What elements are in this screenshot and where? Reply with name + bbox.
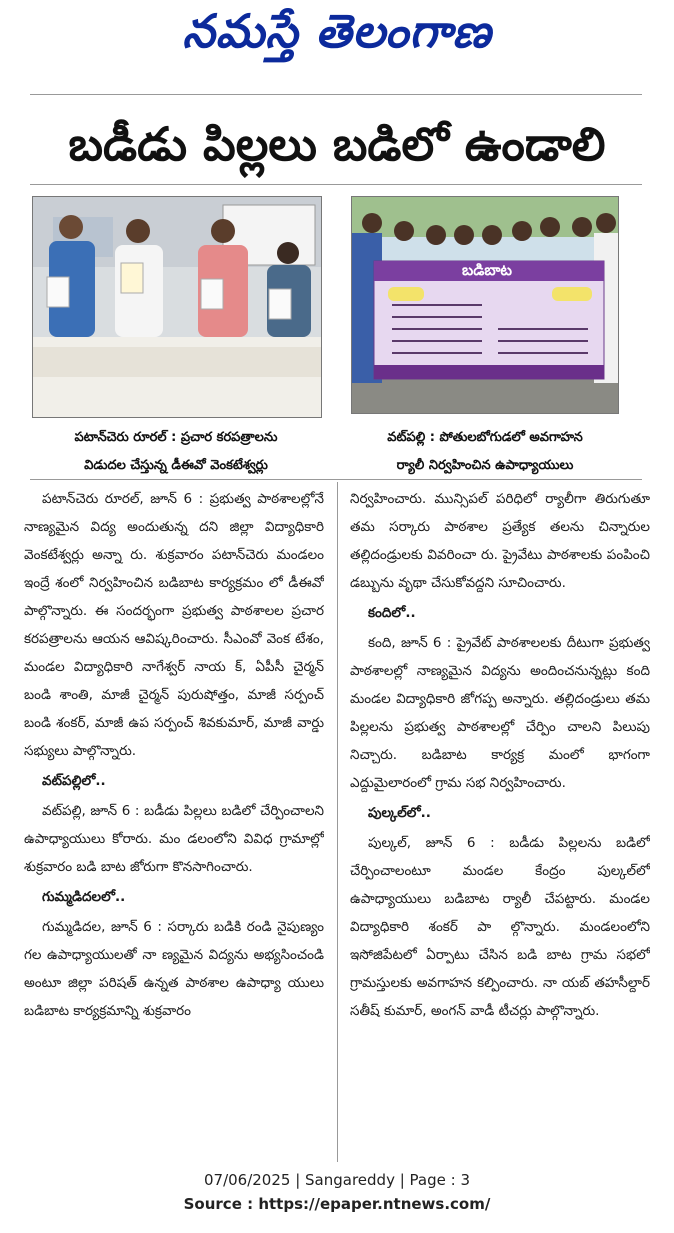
article-paragraph: వట్‌పల్లి, జూన్ 6 : బడీడు పిల్లలు బడిలో చేర్పించాలని ఉపాధ్యాయులు కోరారు. మం డలంలోని వివిధ గ్రామాల్లో శుక్రవారం బడి బాట జోరుగా కొనసాగించారు. <box>24 803 324 875</box>
headline-rule <box>30 184 642 185</box>
photo-right <box>351 196 619 414</box>
subheading: కందిలో.. <box>368 605 416 621</box>
masthead-rule <box>30 94 642 95</box>
headline: బడీడు పిల్లలు బడిలో ఉండాలి <box>68 117 606 171</box>
caption-line: వట్‌పల్లి : పోతులబోగుడలో అవగాహన <box>387 430 583 445</box>
subheading: గుమ్మడిదలలో.. <box>42 889 126 905</box>
masthead <box>0 0 674 92</box>
article-paragraph: కంది, జూన్ 6 : ప్రైవేట్ పాఠశాలలకు దీటుగా ప్రభుత్వ పాఠశాలల్లో నాణ్యమైన విద్యను అందించనున్నట్లు కంది మండల విద్యాధికారి జోగప్ప అన్నారు. తల్లిదండ్రులు తమ పిల్లలను ప్రభుత్వ పాఠశాలల్లో చేర్పిం చాలని పిలుపు నిచ్చారు. బడిబాట కార్యక్ర మంలో భాగంగా ఎద్దుమైలారంలో గ్రామ సభ నిర్వహించారు. <box>350 635 650 791</box>
photo-left-caption <box>30 424 322 480</box>
footer-source-line: Source : https://epaper.ntnews.com/ <box>183 1195 491 1213</box>
page-footer <box>0 1168 674 1216</box>
subheading: వట్‌పల్లిలో.. <box>42 773 106 789</box>
article-column-right <box>350 485 650 1145</box>
caption-line: ర్యాలీ నిర్వహించిన ఉపాధ్యాయులు <box>396 458 574 473</box>
column-divider <box>337 482 338 1162</box>
banner-text: బడిబాట <box>461 261 512 279</box>
caption-line: పటాన్‌చెరు రూరల్ : ప్రచార కరపత్రాలను <box>74 430 278 445</box>
article-paragraph: నిర్వహించారు. మున్సిపల్ పరిధిలో ర్యాలీగా తిరుగుతూ తమ సర్కారు పాఠశాల ప్రత్యేక తలను చిన్నారుల తల్లిదండ్రులకు వివరించా రు. ప్రైవేటు పాఠశాలకు పంపించి డబ్బును వృథా చేసుకోవద్దని సూచించారు. <box>350 491 650 591</box>
article-column-left <box>24 485 324 1145</box>
newspaper-logo: నమస్తే తెలంగాణ <box>182 4 492 58</box>
caption-line: విడుదల చేస్తున్న డీఈవో వెంకటేశ్వర్లు <box>84 458 268 473</box>
photo-right-caption <box>350 424 620 480</box>
footer-date-line: 07/06/2025 | Sangareddy | Page : 3 <box>203 1171 470 1189</box>
caption-rule <box>30 479 642 480</box>
subheading: పుల్కల్‌లో.. <box>368 805 431 821</box>
photo-left <box>32 196 322 418</box>
article-paragraph: గుమ్మడిదల, జూన్ 6 : సర్కారు బడికి రండి నైపుణ్యం గల ఉపాధ్యాయులతో నా ణ్యమైన విద్యను అభ్యసించండి అంటూ జిల్లా పరిషత్ ఉన్నత పాఠశాల ఉపాధ్యా యులు బడిబాట కార్యక్రమాన్ని శుక్రవారం <box>24 919 324 1019</box>
article-paragraph: పటాన్‌చెరు రూరల్, జూన్ 6 : ప్రభుత్వ పాఠశాలల్లోనే నాణ్యమైన విద్య అందుతున్న దని జిల్లా విద్యాధికారి వెంకటేశ్వర్లు అన్నా రు. శుక్రవారం పటాన్‌చెరు మండలం ఇంద్రే శంలో నిర్వహించిన బడిబాట కార్యక్రమం లో డీఈవో పాల్గొన్నారు. ఈ సందర్భంగా ప్రభుత్వ పాఠశాలల ప్రచార కరపత్రాలను ఆయన ఆవిష్కరించారు. సీఎంవో వెంక టేశం, మండల విద్యాధికారి నాగేశ్వర్ నాయ క్, ఏపీసీ చైర్మన్ బండి శాంతి, మాజీ చైర్మన్ పురుషోత్తం, మాజీ సర్పంచ్ బండి శంకర్, మాజీ ఉప సర్పంచ్ శివకుమార్, మాజీ వార్డు సభ్యులు పాల్గొన్నారు. <box>24 491 324 759</box>
article-paragraph: పుల్కల్, జూన్ 6 : బడీడు పిల్లలను బడిలో చేర్పించాలంటూ మండల కేంద్రం పుల్కల్‌లో ఉపాధ్యాయులు బడిబాట ర్యాలీ చేపట్టారు. మండల విద్యాధికారి శంకర్ పా ల్గొన్నారు. మండలంలోని ఇసోజిపేటలో ఏర్పాటు చేసిన బడి బాట గ్రామ సభలో గ్రామస్తులకు అవగాహన కల్పించారు. నా యబ్ తహసీల్దార్ సతీష్ కుమార్, అంగన్ వాడీ టీచర్లు పాల్గొన్నారు. <box>350 835 650 1019</box>
